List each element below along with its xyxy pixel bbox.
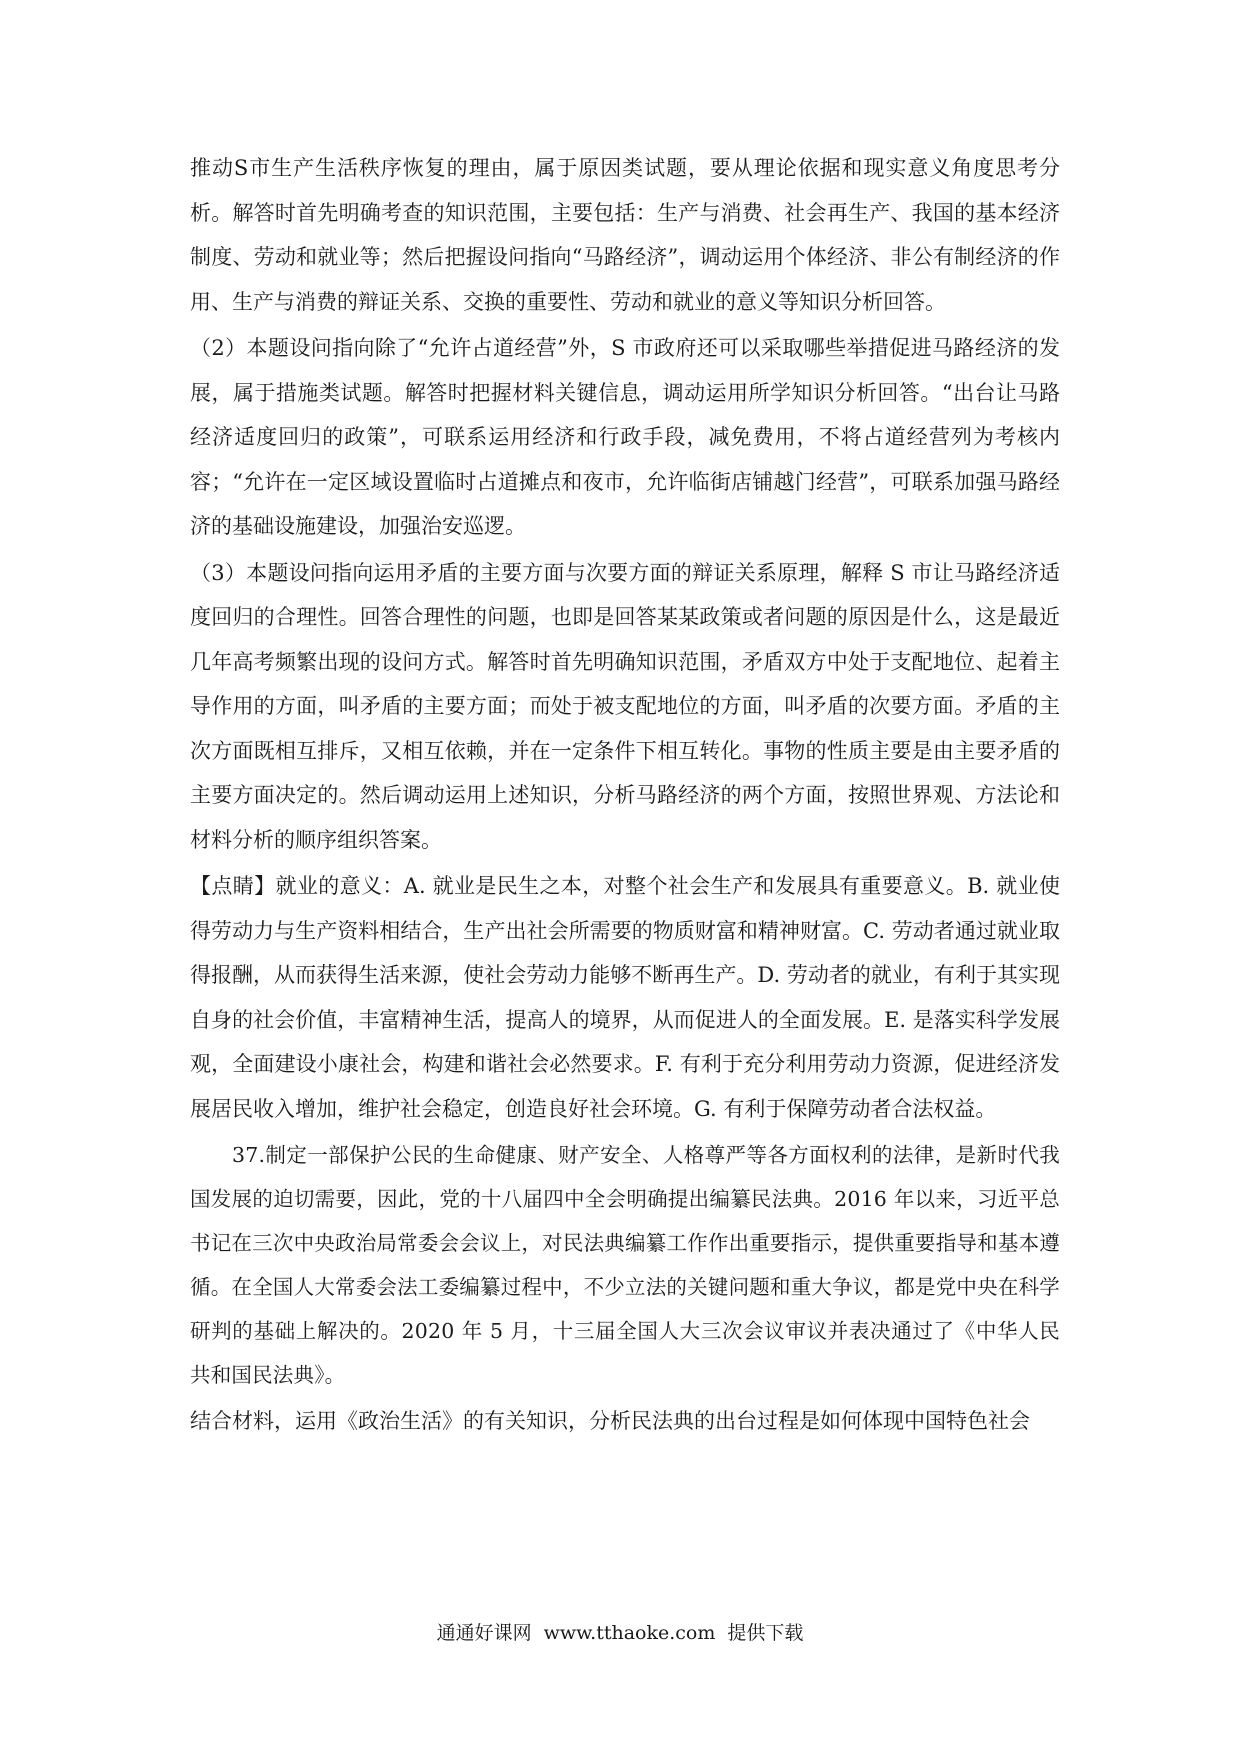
tip-label: 【点睛】	[190, 874, 276, 898]
footer-site-name: 通通好课网	[436, 1622, 532, 1644]
footer-note: 提供下载	[727, 1622, 804, 1644]
page-footer	[0, 1618, 1240, 1645]
question-37-task: 结合材料，运用《政治生活》的有关知识，分析民法典的出台过程是如何体现中国特色社会	[190, 1409, 1030, 1433]
tip-body: 就业的意义：A. 就业是民生之本，对整个社会生产和发展具有重要意义。B. 就业使得劳动力与生产资料相结合，生产出社会所需要的物质财富和精神财富。C. 劳动者通过就业取得报酬，从而获得生活来源，使社会劳动力能够不断再生产。D. 劳动者的就业，有利于其实现自身的社会价值，丰富精神生活，提高人的境界，从而促进人的全面发展。E. 是落实科学发展观，全面建设小康社会，构建和谐社会必然要求。F. 有利于充分利用劳动力资源，促进经济发展居民收入增加，维护社会稳定，创造良好社会环境。G. 有利于保障劳动者合法权益。	[190, 874, 1061, 1121]
answer-analysis-part3: （3）本题设问指向运用矛盾的主要方面与次要方面的辩证关系原理，解释 S 市让马路经济适度回归的合理性。回答合理性的问题，也即是回答某某政策或者问题的原因是什么，这是最近几年高考频繁出现的设问方式。解答时首先明确知识范围，矛盾双方中处于支配地位、起着主导作用的方面，叫矛盾的主要方面；而处于被支配地位的方面，叫矛盾的次要方面。矛盾的主次方面既相互排斥，又相互依赖，并在一定条件下相互转化。事物的性质主要是由主要矛盾的主要方面决定的。然后调动运用上述知识，分析马路经济的两个方面，按照世界观、方法论和材料分析的顺序组织答案。	[190, 560, 1060, 852]
answer-analysis-part2: （2）本题设问指向除了“允许占道经营”外，S 市政府还可以采取哪些举措促进马路经济的发展，属于措施类试题。解答时把握材料关键信息，调动运用所学知识分析回答。“出台让马路经济适度回归的政策”，可联系运用经济和行政手段，减免费用，不将占道经营列为考核内容；“允许在一定区域设置临时占道摊点和夜市，允许临街店铺越门经营”，可联系加强马路经济的基础设施建设，加强治安巡逻。	[190, 336, 1060, 538]
document-body	[190, 146, 1060, 1444]
answer-analysis-part1: 推动S市生产生活秩序恢复的理由，属于原因类试题，要从理论依据和现实意义角度思考分析。解答时首先明确考查的知识范围，主要包括：生产与消费、社会再生产、我国的基本经济制度、劳动和就业等；然后把握设问指向“马路经济”，调动运用个体经济、非公有制经济的作用、生产与消费的辩证关系、交换的重要性、劳动和就业的意义等知识分析回答。	[190, 156, 1060, 314]
tip-paragraph	[190, 864, 1060, 1131]
question-37-material: 37.制定一部保护公民的生命健康、财产安全、人格尊严等各方面权利的法律，是新时代我国发展的迫切需要，因此，党的十八届四中全会明确提出编纂民法典。2016 年以来，习近平总书记在三次中央政治局常委会会议上，对民法典编纂工作作出重要指示，提供重要指导和基本遵循。在全国人大常委会法工委编纂过程中，不少立法的关键问题和重大争议，都是党中央在科学研判的基础上解决的。2020 年 5 月，十三届全国人大三次会议审议并表决通过了《中华人民共和国民法典》。	[190, 1143, 1060, 1387]
footer-url[interactable]: www.tthaoke.com	[543, 1622, 716, 1644]
